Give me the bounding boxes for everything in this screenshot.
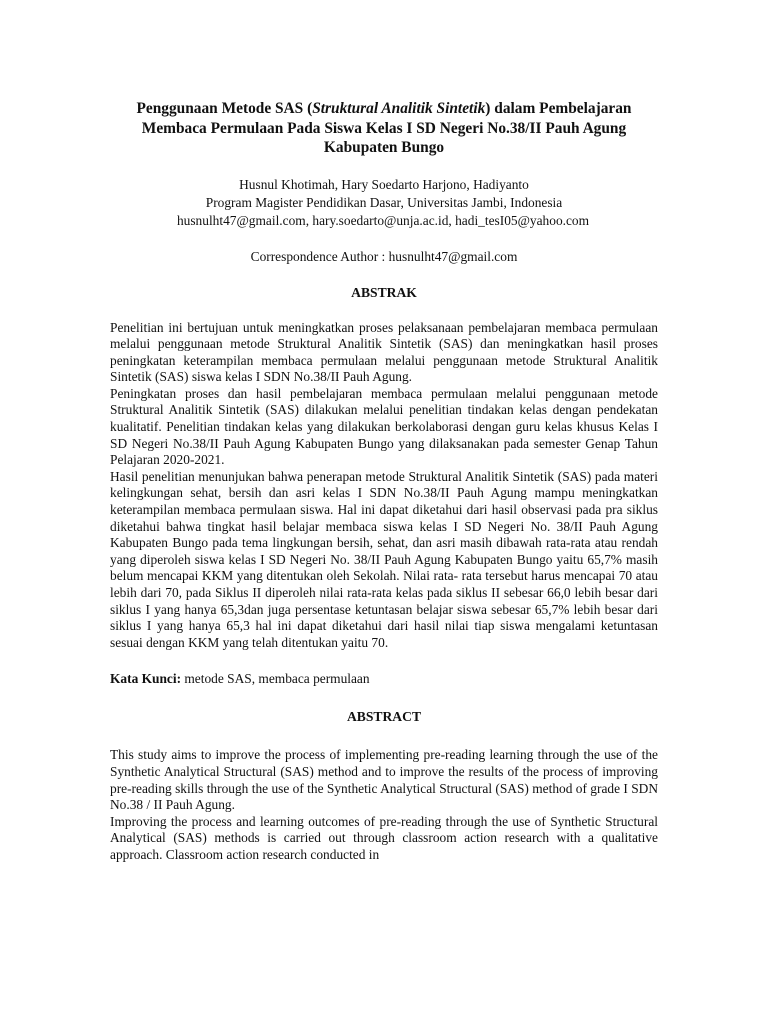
title-italic: Struktural Analitik Sintetik	[312, 100, 486, 117]
authors: Husnul Khotimah, Hary Soedarto Harjono, Hadiyanto	[239, 176, 529, 192]
author-block	[110, 176, 658, 230]
keywords-value: metode SAS, membaca permulaan	[181, 671, 370, 687]
abstrak-body	[110, 320, 658, 652]
abstract-body	[110, 747, 658, 863]
affiliation: Program Magister Pendidikan Dasar, Universitas Jambi, Indonesia	[205, 194, 563, 210]
abstrak-paragraph-3: Hasil penelitian menunjukan bahwa penerapan metode Struktural Analitik Sintetik (SAS) pada materi kelingkungan sehat, bersih dan asri kelas I SDN No.38/II Pauh Agung mampu meningkatkan keterampilan membaca permulaan siswa. Hal ini dapat diketahui dari hasil observasi pada pra siklus diketahui bahwa tingkat hasil belajar membaca siswa kelas I SD Negeri No. 38/II Pauh Agung Kabupaten Bungo pada tema lingkungan bersih, sehat, dan asri masih dibawah rata-rata atau rendah yang diperoleh siswa kelas I SD Negeri No. 38/II Pauh Agung Kabupaten Bungo yaitu 65,7% masih belum mencapai KKM yang ditentukan oleh Sekolah. Nilai rata- rata tersebut harus mencapai 70 atau lebih dari 70, pada Siklus II diperoleh nilai rata-rata kelas pada siklus II sebesar 66,0 lebih besar dari siklus I yang hanya 65,3dan juga persentase ketuntasan belajar siswa sebesar 65,7% lebih besar dari siklus I yang hanya 65,3 hal ini dapat diketahui dari hasil nilai tiap siswa mengalami ketuntasan sesuai dengan KKM yang telah ditentukan yaitu 70.	[110, 468, 658, 650]
abstrak-paragraph-2: Peningkatan proses dan hasil pembelajaran membaca permulaan melalui penggunaan metode Struktural Analitik Sintetik (SAS) dilakukan melalui penelitian tindakan kelas dengan pendekatan kualitatif. Penelitian tindakan kelas yang dilakukan berkolaborasi dengan guru kelas khusus Kelas I SD Negeri No.38/II Pauh Agung Kabupaten Bungo yang dilaksanakan pada semester Genap Tahun Pelajaran 2020-2021.	[110, 385, 658, 468]
title-suffix: ) dalam Pembelajaran Membaca Permulaan Pada Siswa Kelas I SD Negeri No.38/II Pauh Agung Kabupaten Bungo	[141, 100, 632, 156]
keywords-label: Kata Kunci:	[110, 671, 182, 687]
abstract-paragraph-2: Improving the process and learning outcomes of pre-reading through the use of Synthetic Structural Analytical (SAS) methods is carried out through classroom action research with a qualitative approach. Classroom action research conducted in	[110, 813, 658, 862]
title-prefix: Penggunaan Metode SAS (	[136, 100, 313, 117]
author-emails: husnulht47@gmail.com, hary.soedarto@unja.ac.id, hadi_tesI05@yahoo.com	[176, 212, 590, 228]
paper-content	[110, 99, 658, 864]
abstract-paragraph-1: This study aims to improve the process of implementing pre-reading learning through the use of the Synthetic Analytical Structural (SAS) method and to improve the results of the process of improving pre-reading skills through the use of the Synthetic Analytical Structural (SAS) method of grade I SDN No.38 / II Pauh Agung.	[110, 747, 658, 813]
abstract-heading: ABSTRACT	[346, 709, 422, 725]
abstrak-paragraph-1: Penelitian ini bertujuan untuk meningkatkan proses pelaksanaan pembelajaran membaca permulaan melalui penggunaan metode Struktural Analitik Sintetik (SAS) dan meningkatkan hasil proses peningkatan keterampilan membaca permulaan melalui penggunaan metode Struktural Analitik Sintetik (SAS) siswa kelas I SDN No.38/II Pauh Agung.	[110, 319, 658, 385]
paper-title	[110, 99, 658, 158]
correspondence-author: Correspondence Author : husnulht47@gmail.com	[250, 248, 518, 264]
keywords	[110, 670, 658, 687]
abstrak-heading: ABSTRAK	[351, 284, 417, 300]
